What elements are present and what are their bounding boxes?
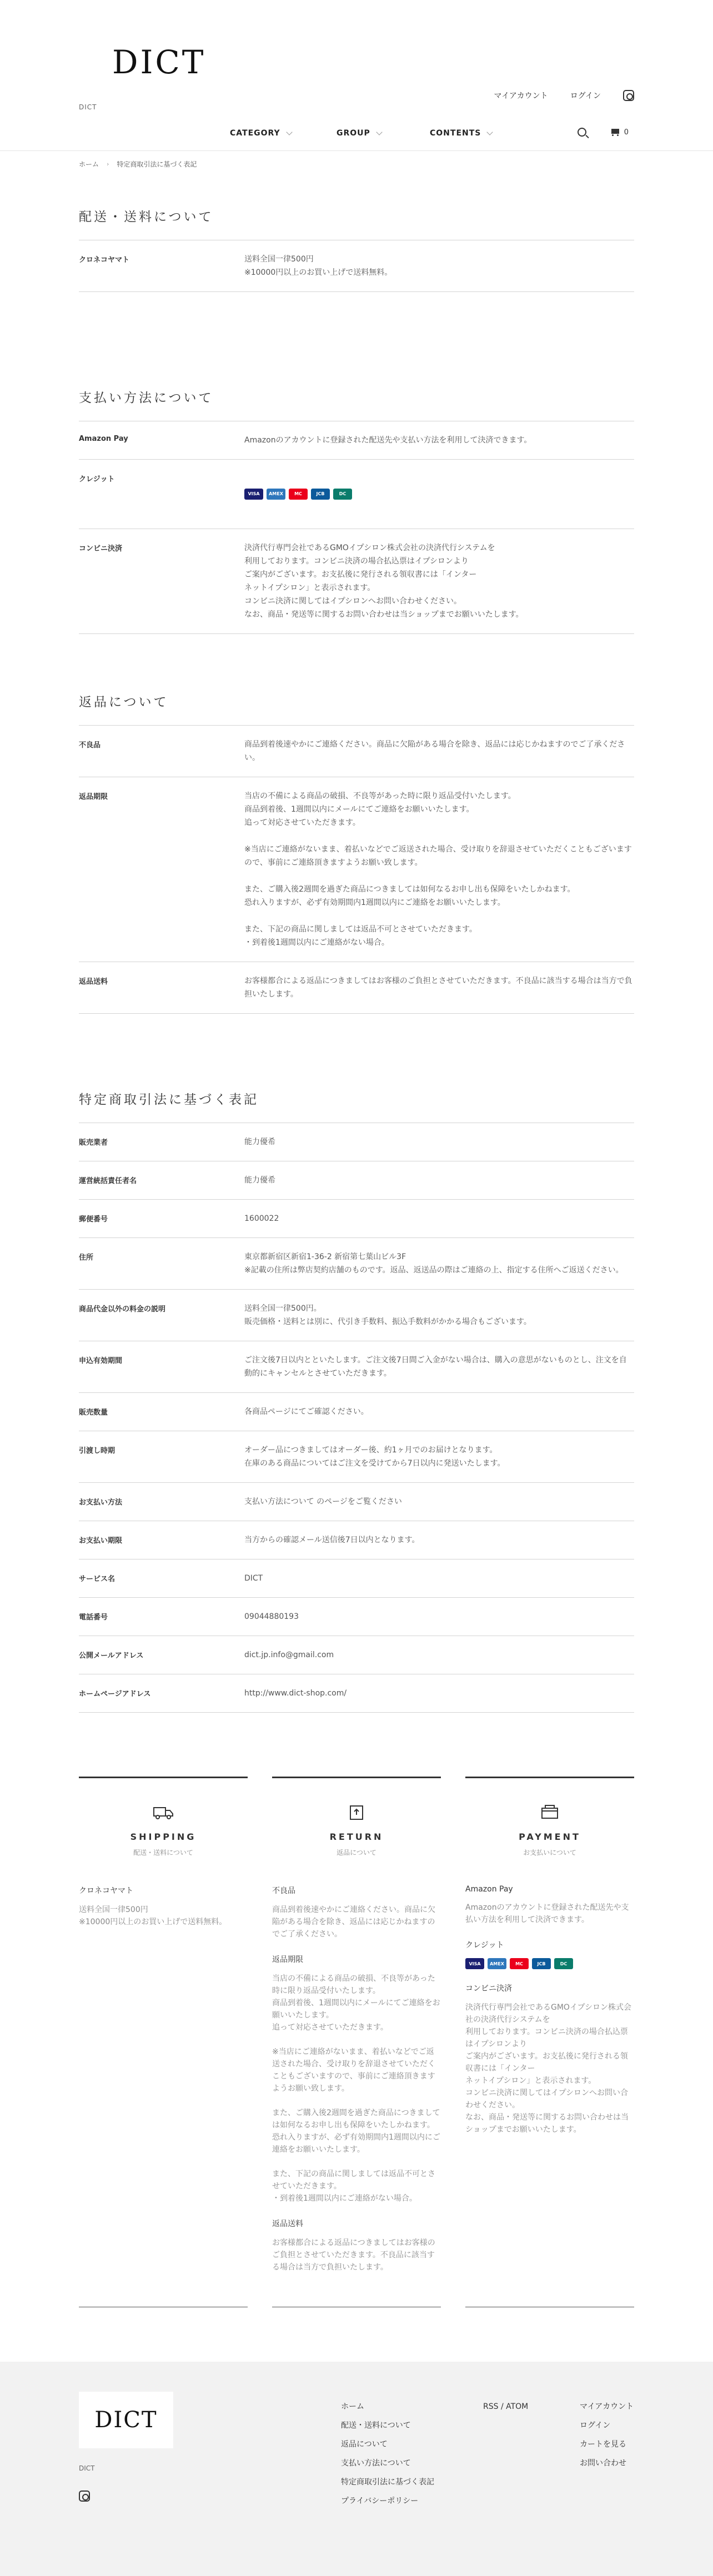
row-value: 各商品ページにてご確認ください。 [244,1407,369,1416]
returns-table [79,725,634,1014]
row-value: 東京都新宿区新宿1-36-2 新宿第七葉山ビル3F ※記載の住所は弊店契約店舗のものです。返品、返送品の際はご連絡の上、指定する住所へご返送ください。 [244,1252,624,1275]
instagram-icon[interactable] [79,2491,90,2502]
instagram-icon[interactable] [623,90,634,101]
column-body: 商品到着後速やかにご連絡ください。商品に欠陥がある場合を除き、返品には応じかねますのでご了承ください。 [272,1905,435,1939]
column-body: 送料全国一律500円 ※10000円以上のお買い上げで送料無料。 [79,1905,227,1926]
cart-icon [610,128,621,137]
table-row [79,1483,634,1521]
nav-contents[interactable] [430,129,492,138]
nav-contents-label: CONTENTS [430,129,481,138]
footer-link[interactable]: プライバシーポリシー [341,2497,419,2505]
table-row [79,1636,634,1674]
site-header [0,0,713,151]
breadcrumb-home[interactable]: ホーム [79,160,99,168]
row-label: サービス名 [79,1575,116,1583]
login-link[interactable]: ログイン [570,92,601,100]
footer-link[interactable]: お問い合わせ [580,2459,626,2468]
tokutei-section [79,1089,634,1713]
row-label: Amazon Pay [79,435,128,443]
table-row [79,529,634,634]
row-value: オーダー品につきましてはオーダー後、約1ヶ月でのお届けとなります。 在庫のある商品についてはご注文を受けてから7日以内に発送いたします。 [244,1446,505,1468]
diners-card-icon: DC [554,1958,573,1969]
column-subheading: お支払いについて [523,1849,576,1856]
table-row [79,1123,634,1161]
return-column [272,1777,441,2273]
cart-count: 0 [624,128,629,137]
table-row [79,1521,634,1559]
column-heading: PAYMENT [519,1832,581,1842]
section-title: 返品について [79,695,169,710]
row-value: ご注文後7日以内とといたします。ご注文後7日間ご入金がない場合は、購入の意思がないものとし、注文を自動的にキャンセルとさせていただきます。 [244,1356,627,1378]
footer-logo[interactable]: DICT [79,2392,173,2448]
jcb-card-icon: JCB [311,489,330,500]
footer-links-account [580,2402,634,2468]
nav-category[interactable] [230,129,292,138]
table-row [79,962,634,1014]
card-logos [244,489,634,500]
column-label: Amazon Pay [465,1885,513,1894]
footer-link[interactable]: カートを見る [580,2440,626,2449]
row-label: クロネコヤマト [79,256,130,264]
row-value: dict.jp.info@gmail.com [244,1651,334,1659]
row-value: 当店の不備による商品の破損、不良等があった時に限り返品受付いたします。 商品到着後、1週間以内にメールにてご連絡をお願いいたします。 追って対応させていただきます。 ※当店にご連絡がないまま、着払いなどでご返送された場合、受け取りを辞退させていただくこともございますので、事前にご連絡頂きますようお願い致します。 また、ご購入後2週間を過ぎた商品につきましては如何なるお申し出も保障をいたしかねます。 恐れ入りますが、必ず有効期間内1週間以内にご連絡をお願いいたします。 また、下記の商品に関しましては返品不可とさせていただきます。 ・到着後1週間以内にご連絡がない場合。 [244,792,632,947]
payment-column [465,1777,634,2273]
column-subheading: 返品について [337,1849,376,1856]
row-label: 商品代金以外の料金の説明 [79,1305,166,1314]
row-value [244,472,634,513]
row-label: 申込有効期間 [79,1357,123,1365]
column-label: クロネコヤマト [79,1886,133,1895]
search-icon[interactable] [578,128,586,137]
row-value: 商品到着後速やかにご連絡ください。商品に欠陥がある場合を除き、返品には応じかねますのでご了承ください。 [244,740,625,762]
footer-link[interactable]: ログイン [580,2421,611,2430]
amex-card-icon: AMEX [267,489,285,500]
nav-group[interactable] [337,129,381,138]
amex-card-icon: AMEX [488,1958,506,1969]
footer-link[interactable]: 特定商取引法に基づく表記 [341,2478,434,2487]
column-label: コンビニ決済 [465,1984,512,1993]
table-row [79,1290,634,1341]
table-row [79,460,634,529]
footer-link[interactable]: 配送・送料について [341,2421,411,2430]
chevron-down-icon [286,129,292,135]
row-value: DICT [244,1574,263,1583]
wallet-icon [539,1804,561,1822]
row-label: 販売数量 [79,1408,108,1417]
row-label: 住所 [79,1254,94,1262]
info-columns [79,1777,634,2273]
diners-card-icon: DC [333,489,352,500]
section-title: 特定商取引法に基づく表記 [79,1093,259,1107]
mastercard-card-icon: MC [289,489,308,500]
column-body: お客様都合による返品につきましてはお客様のご負担とさせていただきます。不良品に該当する場合は当方で負担いたします。 [272,2238,435,2272]
footer-links-main [341,2402,434,2506]
jcb-card-icon: JCB [532,1958,551,1969]
return-box-icon [345,1804,368,1822]
main-nav [0,123,713,145]
row-value: 能力優希 [244,1138,275,1146]
footer-link-rss[interactable]: RSS / ATOM [483,2402,529,2411]
table-row [79,1238,634,1290]
visa-card-icon: VISA [244,489,263,500]
visa-card-icon: VISA [465,1958,484,1969]
table-row [79,1393,634,1431]
shipping-table [79,240,634,292]
breadcrumb-separator: › [107,160,109,168]
row-label: ホームページアドレス [79,1690,151,1698]
site-footer [0,2362,713,2576]
payment-table [79,421,634,634]
header-links [494,90,634,101]
column-label: クレジット [465,1941,504,1950]
brand-subtitle: DICT [79,103,97,111]
table-row [79,240,634,292]
shipping-section [79,207,634,292]
row-value: お客様都合による返品につきましてはお客様のご負担とさせていただきます。不良品に該当する場合は当方で負担いたします。 [244,977,632,999]
card-logos [465,1958,634,1969]
footer-link[interactable]: 支払い方法について [341,2459,411,2468]
row-value: 当方からの確認メール送信後7日以内となります。 [244,1536,420,1544]
column-body: Amazonのアカウントに登録された配送先や支払い方法を利用して決済できます。 [465,1903,629,1924]
row-label: 運営統括責任者名 [79,1177,137,1185]
row-value: 送料全国一律500円 ※10000円以上のお買い上げで送料無料。 [244,255,393,277]
column-label: 不良品 [272,1886,295,1895]
shipping-column [79,1777,248,2273]
row-value: 送料全国一律500円。 販売価格・送料とは別に、代引き手数料、振込手数料がかかる場合もございます。 [244,1304,531,1326]
table-row [79,1200,634,1238]
section-title: 配送・送料について [79,210,214,224]
row-value: 能力優希 [244,1176,275,1185]
site-logo[interactable]: DICT [112,43,206,81]
breadcrumb-current: 特定商取引法に基づく表記 [117,160,197,168]
row-label: お支払い期限 [79,1537,123,1545]
row-value: 支払い方法について のページをご覧ください [244,1497,402,1506]
row-label: コンビニ決済 [79,545,123,553]
column-heading: SHIPPING [130,1832,197,1842]
table-row [79,726,634,777]
column-label: 返品送料 [272,2220,303,2228]
footer-links-feed [483,2402,528,2412]
column-body: 当店の不備による商品の破損、不良等があった時に限り返品受付いたします。 商品到着後、1週間以内にメールにてご連絡をお願いいたします。 追って対応させていただきます。 ※当店にご連絡がないまま、着払いなどでご返送された場合、受け取りを辞退させていただくこともございますので、事前にご連絡頂きますようお願い致します。 また、ご購入後2週間を過ぎた商品につきましては如何なるお申し出も保障をいたしかねます。 恐れ入りますが、必ず有効期間内1週間以内にご連絡をお願いいたします。 また、下記の商品に関しましては返品不可とさせていただきます。 ・到着後1週間以内にご連絡がない場合。 [272,1974,440,2203]
table-row [79,1559,634,1598]
row-label: 返品送料 [79,978,108,986]
footer-link[interactable]: 返品について [341,2440,388,2449]
row-value: 09044880193 [244,1612,299,1621]
row-label: 公開メールアドレス [79,1652,144,1660]
footer-link[interactable]: ホーム [341,2402,364,2411]
returns-section [79,692,634,1014]
column-body: 決済代行専門会社であるGMOイプシロン株式会社の決済代行システムを 利用しております。コンビニ決済の場合払込票はイプシロンより ご案内がございます。お支払後に発行される領収書には「インター ネットイプシロン」と表示されます。 コンビニ決済に関してはイプシロンへお問い合わせください。 なお、商品・発送等に関するお問い合わせは当ショップまでお願いいたします。 [465,2003,631,2134]
footer-link[interactable]: マイアカウント [580,2402,634,2411]
table-row [79,421,634,460]
chevron-down-icon [376,129,382,135]
table-row [79,1341,634,1393]
row-label: 販売業者 [79,1139,108,1147]
column-label: 返品期限 [272,1955,303,1964]
table-row [79,1161,634,1200]
row-value: Amazonのアカウントに登録された配送先や支払い方法を利用して決済できます。 [244,436,532,445]
my-account-link[interactable]: マイアカウント [494,92,548,100]
payment-section [79,388,634,634]
row-value: http://www.dict-shop.com/ [244,1689,347,1698]
column-heading: RETURN [329,1832,384,1842]
table-row [79,777,634,962]
section-title: 支払い方法について [79,391,214,405]
row-value: 決済代行専門会社であるGMOイプシロン株式会社の決済代行システムを 利用しております。コンビニ決済の場合払込票はイプシロンより ご案内がございます。お支払後に発行される領収書には「インター ネットイプシロン」と表示されます。 コンビニ決済に関してはイプシロンへお問い合わせください。 なお、商品・発送等に関するお問い合わせは当ショップまでお願いいたします。 [244,544,524,619]
row-value: 1600022 [244,1214,279,1223]
mastercard-card-icon: MC [510,1958,529,1969]
cart-button[interactable] [610,128,629,137]
row-label: 不良品 [79,741,101,749]
table-row [79,1598,634,1636]
row-label: 返品期限 [79,793,108,801]
breadcrumb [79,159,197,169]
row-label: 電話番号 [79,1613,108,1622]
tokutei-table [79,1123,634,1713]
nav-category-label: CATEGORY [230,129,280,138]
row-label: お支払い方法 [79,1498,123,1507]
row-label: 引渡し時期 [79,1447,116,1455]
row-label: 郵便番号 [79,1215,108,1224]
footer-brand: DICT [79,2464,95,2472]
row-label: クレジット [79,475,115,484]
column-subheading: 配送・送料について [133,1849,193,1856]
truck-icon [152,1804,174,1822]
table-row [79,1431,634,1483]
chevron-down-icon [487,129,493,135]
nav-group-label: GROUP [337,129,370,138]
table-row [79,1674,634,1713]
